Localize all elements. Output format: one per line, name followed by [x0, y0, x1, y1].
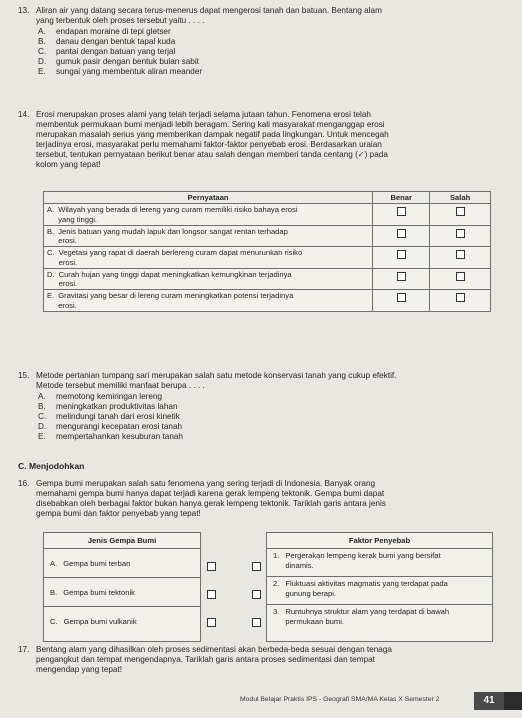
answer-option[interactable]	[38, 432, 498, 442]
benar-checkbox[interactable]	[397, 272, 406, 281]
answer-option[interactable]	[38, 27, 498, 37]
item-letter: C.	[50, 616, 58, 626]
item-text: Gempa bumi tektonik	[63, 587, 135, 597]
benar-checkbox[interactable]	[397, 293, 406, 302]
statement-text: yang tinggi.	[58, 214, 98, 224]
question-text-line: tersebut, tentukan pernyataan berikut benar atau salah dengan memberi tanda centang (✓) pada	[36, 150, 388, 159]
section-heading: C. Menjodohkan	[18, 461, 85, 471]
question-text-line: Erosi merupakan proses alami yang telah terjadi selama jutaan tahun. Fenomena erosi telah	[36, 110, 371, 119]
question-number: 16.	[18, 479, 30, 488]
column-header: Benar	[373, 192, 430, 204]
option-letter: C.	[38, 47, 47, 56]
item-text: Pergerakan lempeng kerak bumi yang bersifat	[285, 551, 441, 561]
benar-cell[interactable]	[373, 290, 430, 312]
benar-checkbox[interactable]	[397, 207, 406, 216]
question-text-line: pengangkut dan tempat mengendapnya. Tariklah garis antara proses sedimentasi dan tempat	[36, 655, 375, 664]
option-text: memotong kemiringan lereng	[56, 392, 163, 401]
table-row	[44, 204, 491, 226]
statement-letter: B.	[47, 226, 55, 236]
item-text: gunung berapi.	[285, 588, 337, 598]
salah-checkbox[interactable]	[456, 207, 465, 216]
question-text-line: mengendap yang tepat!	[36, 665, 123, 674]
item-number: 2.	[273, 579, 280, 589]
option-text: gumuk pasir dengan bentuk bulan sabit	[56, 57, 199, 66]
table-row	[44, 268, 491, 290]
question-text-line: merupakan masalah serius yang memberikan dampak negatif pada lingkungan. Untuk mencegah	[36, 130, 389, 139]
statement-text: erosi.	[58, 279, 78, 288]
answer-option[interactable]	[38, 57, 498, 67]
item-letter: A.	[50, 558, 58, 568]
salah-cell[interactable]	[430, 225, 491, 247]
option-letter: E.	[38, 432, 46, 441]
option-letter: D.	[38, 57, 47, 66]
salah-cell[interactable]	[430, 204, 491, 226]
table-row	[44, 290, 491, 312]
statement-text: Gravitasi yang besar di lereng curam meningkatkan potensi terjadinya	[58, 291, 294, 301]
statement-letter: D.	[47, 269, 55, 279]
question-stem: yang terbentuk oleh proses tersebut yaitu . . . .	[36, 16, 205, 25]
option-text: mempertahankan kesuburan tanah	[56, 432, 183, 441]
column-header: Salah	[430, 192, 491, 204]
answer-option[interactable]	[38, 37, 498, 47]
match-box[interactable]	[252, 616, 261, 630]
earthquake-type-box	[43, 532, 201, 642]
benar-cell[interactable]	[373, 247, 430, 269]
question-text-line: membentuk permukaan bumi menjadi lebih beragam. Sering kali masyarakat menganggap erosi	[36, 120, 385, 129]
salah-checkbox[interactable]	[456, 293, 465, 302]
statement-text: Vegetasi yang rapat di daerah berlereng curam dapat menurunkan risiko	[58, 248, 303, 258]
statement-cell	[44, 225, 373, 247]
benar-cell[interactable]	[373, 225, 430, 247]
item-text: permukaan bumi.	[285, 616, 345, 626]
question-number: 13.	[18, 6, 30, 15]
option-text: melindungi tanah dari erosi kinetik	[56, 412, 180, 421]
column-header: Pernyataan	[44, 192, 373, 204]
statement-cell	[44, 247, 373, 269]
answer-option[interactable]	[38, 412, 498, 422]
question-text-line: memahami gempa bumi hanya dapat terjadi karena gerak lempeng tektonik. Gempa bumi dapat	[36, 489, 385, 498]
question-text-line: disebabkan oleh berbagai faktor bukan hanya gerak lempeng tektonik. Tariklah garis antara jenis	[36, 499, 386, 508]
salah-checkbox[interactable]	[456, 229, 465, 238]
box-header: Jenis Gempa Bumi	[44, 533, 200, 549]
statement-text: Curah hujan yang tinggi dapat meningkatkan kemungkinan terjadinya	[58, 269, 292, 279]
statement-table	[43, 191, 491, 312]
benar-cell[interactable]	[373, 268, 430, 290]
table-row	[44, 247, 491, 269]
option-text: mengurangi kecepatan erosi tanah	[56, 422, 183, 431]
statement-letter: E.	[47, 291, 55, 301]
option-letter: E.	[38, 67, 46, 76]
box-header: Faktor Penyebab	[267, 533, 492, 549]
option-letter: B.	[38, 402, 46, 411]
option-text: pantai dengan batuan yang terjal	[56, 47, 176, 56]
table-row	[44, 225, 491, 247]
answer-option[interactable]	[38, 392, 498, 402]
question-number: 15.	[18, 371, 30, 380]
statement-cell	[44, 204, 373, 226]
question-text-line: kolom yang tepat!	[36, 160, 101, 169]
item-number: 1.	[273, 551, 280, 561]
statement-letter: C.	[47, 248, 55, 258]
option-text: sungai yang membentuk aliran meander	[56, 67, 203, 76]
answer-option[interactable]	[38, 422, 498, 432]
statement-text: Wilayah yang berada di lereng yang curam memiliki risiko bahaya erosi	[58, 205, 298, 215]
statement-cell	[44, 268, 373, 290]
salah-cell[interactable]	[430, 247, 491, 269]
salah-checkbox[interactable]	[456, 250, 465, 259]
statement-text: erosi.	[58, 300, 77, 310]
item-text: Runtuhnya struktur alam yang terdapat di bawah	[285, 607, 450, 617]
option-text: endapan moraine di tepi gletser	[56, 27, 171, 36]
benar-checkbox[interactable]	[397, 250, 406, 259]
option-letter: C.	[38, 412, 47, 421]
answer-option[interactable]	[38, 67, 498, 77]
earthquake-type-item	[44, 549, 200, 578]
page-tab	[504, 692, 522, 710]
statement-text: erosi.	[58, 236, 77, 245]
question-text-line: gempa bumi dan faktor penyebab yang tepat!	[36, 509, 201, 518]
earthquake-type-item	[44, 607, 200, 635]
match-box[interactable]	[252, 560, 261, 574]
match-box[interactable]	[252, 588, 261, 602]
item-text: Fluktuasi aktivitas magmatis yang terdapat pada	[285, 579, 448, 589]
option-text: meningkatkan produktivitas lahan	[56, 402, 178, 411]
question-text-line: Gempa bumi merupakan salah satu fenomena yang sering terjadi di Indonesia. Banyak orang	[36, 479, 376, 488]
answer-option[interactable]	[38, 402, 498, 412]
item-text: dinamis.	[285, 560, 314, 570]
question-stem: Aliran air yang datang secara terus-menerus dapat mengerosi tanah dan batuan. Bentang alam	[36, 6, 382, 15]
option-letter: B.	[38, 37, 46, 46]
item-text: Gempa bumi terban	[63, 558, 131, 568]
statement-cell	[44, 290, 373, 312]
salah-cell[interactable]	[430, 290, 491, 312]
question-number: 17.	[18, 645, 30, 654]
cause-factor-box	[266, 532, 493, 642]
option-letter: D.	[38, 422, 47, 431]
question-text-line: Bentang alam yang dihasilkan oleh proses sedimentasi akan berbeda-beda sesuai dengan tenaga	[36, 645, 392, 654]
page-number: 41	[474, 692, 504, 710]
cause-factor-item	[267, 605, 492, 633]
footer-text: Modul Belajar Praktis IPS - Geografi SMA/MA Kelas X Semester 2	[240, 696, 440, 703]
option-text: danau dengan bentuk tapal kuda	[56, 37, 176, 46]
answer-option[interactable]	[38, 47, 498, 57]
item-text: Gempa bumi vulkanik	[63, 616, 137, 626]
cause-factor-item	[267, 549, 492, 577]
match-box[interactable]	[207, 616, 216, 630]
option-letter: A.	[38, 27, 46, 36]
match-box[interactable]	[207, 588, 216, 602]
option-letter: A.	[38, 392, 46, 401]
question-number: 14.	[18, 110, 30, 119]
salah-cell[interactable]	[430, 268, 491, 290]
question-text-line: terjadinya erosi, masyarakat perlu memahami faktor-faktor penyebab erosi. Berdasarkan uraian	[36, 140, 382, 149]
statement-text: Jenis batuan yang mudah lapuk dan longsor sangat rentan terhadap	[58, 226, 288, 236]
statement-text: erosi.	[58, 257, 78, 267]
cause-factor-item	[267, 577, 492, 605]
question-stem: Metode pertanian tumpang sari merupakan salah satu metode konservasi tanah yang cukup efektif.	[36, 371, 397, 380]
item-number: 3.	[273, 607, 280, 617]
statement-letter: A.	[47, 205, 55, 215]
salah-checkbox[interactable]	[456, 272, 465, 281]
item-letter: B.	[50, 587, 58, 597]
benar-checkbox[interactable]	[397, 229, 406, 238]
question-stem: Metode tersebut memiliki manfaat berupa . . . .	[36, 381, 205, 390]
benar-cell[interactable]	[373, 204, 430, 226]
earthquake-type-item	[44, 578, 200, 607]
match-box[interactable]	[207, 560, 216, 574]
